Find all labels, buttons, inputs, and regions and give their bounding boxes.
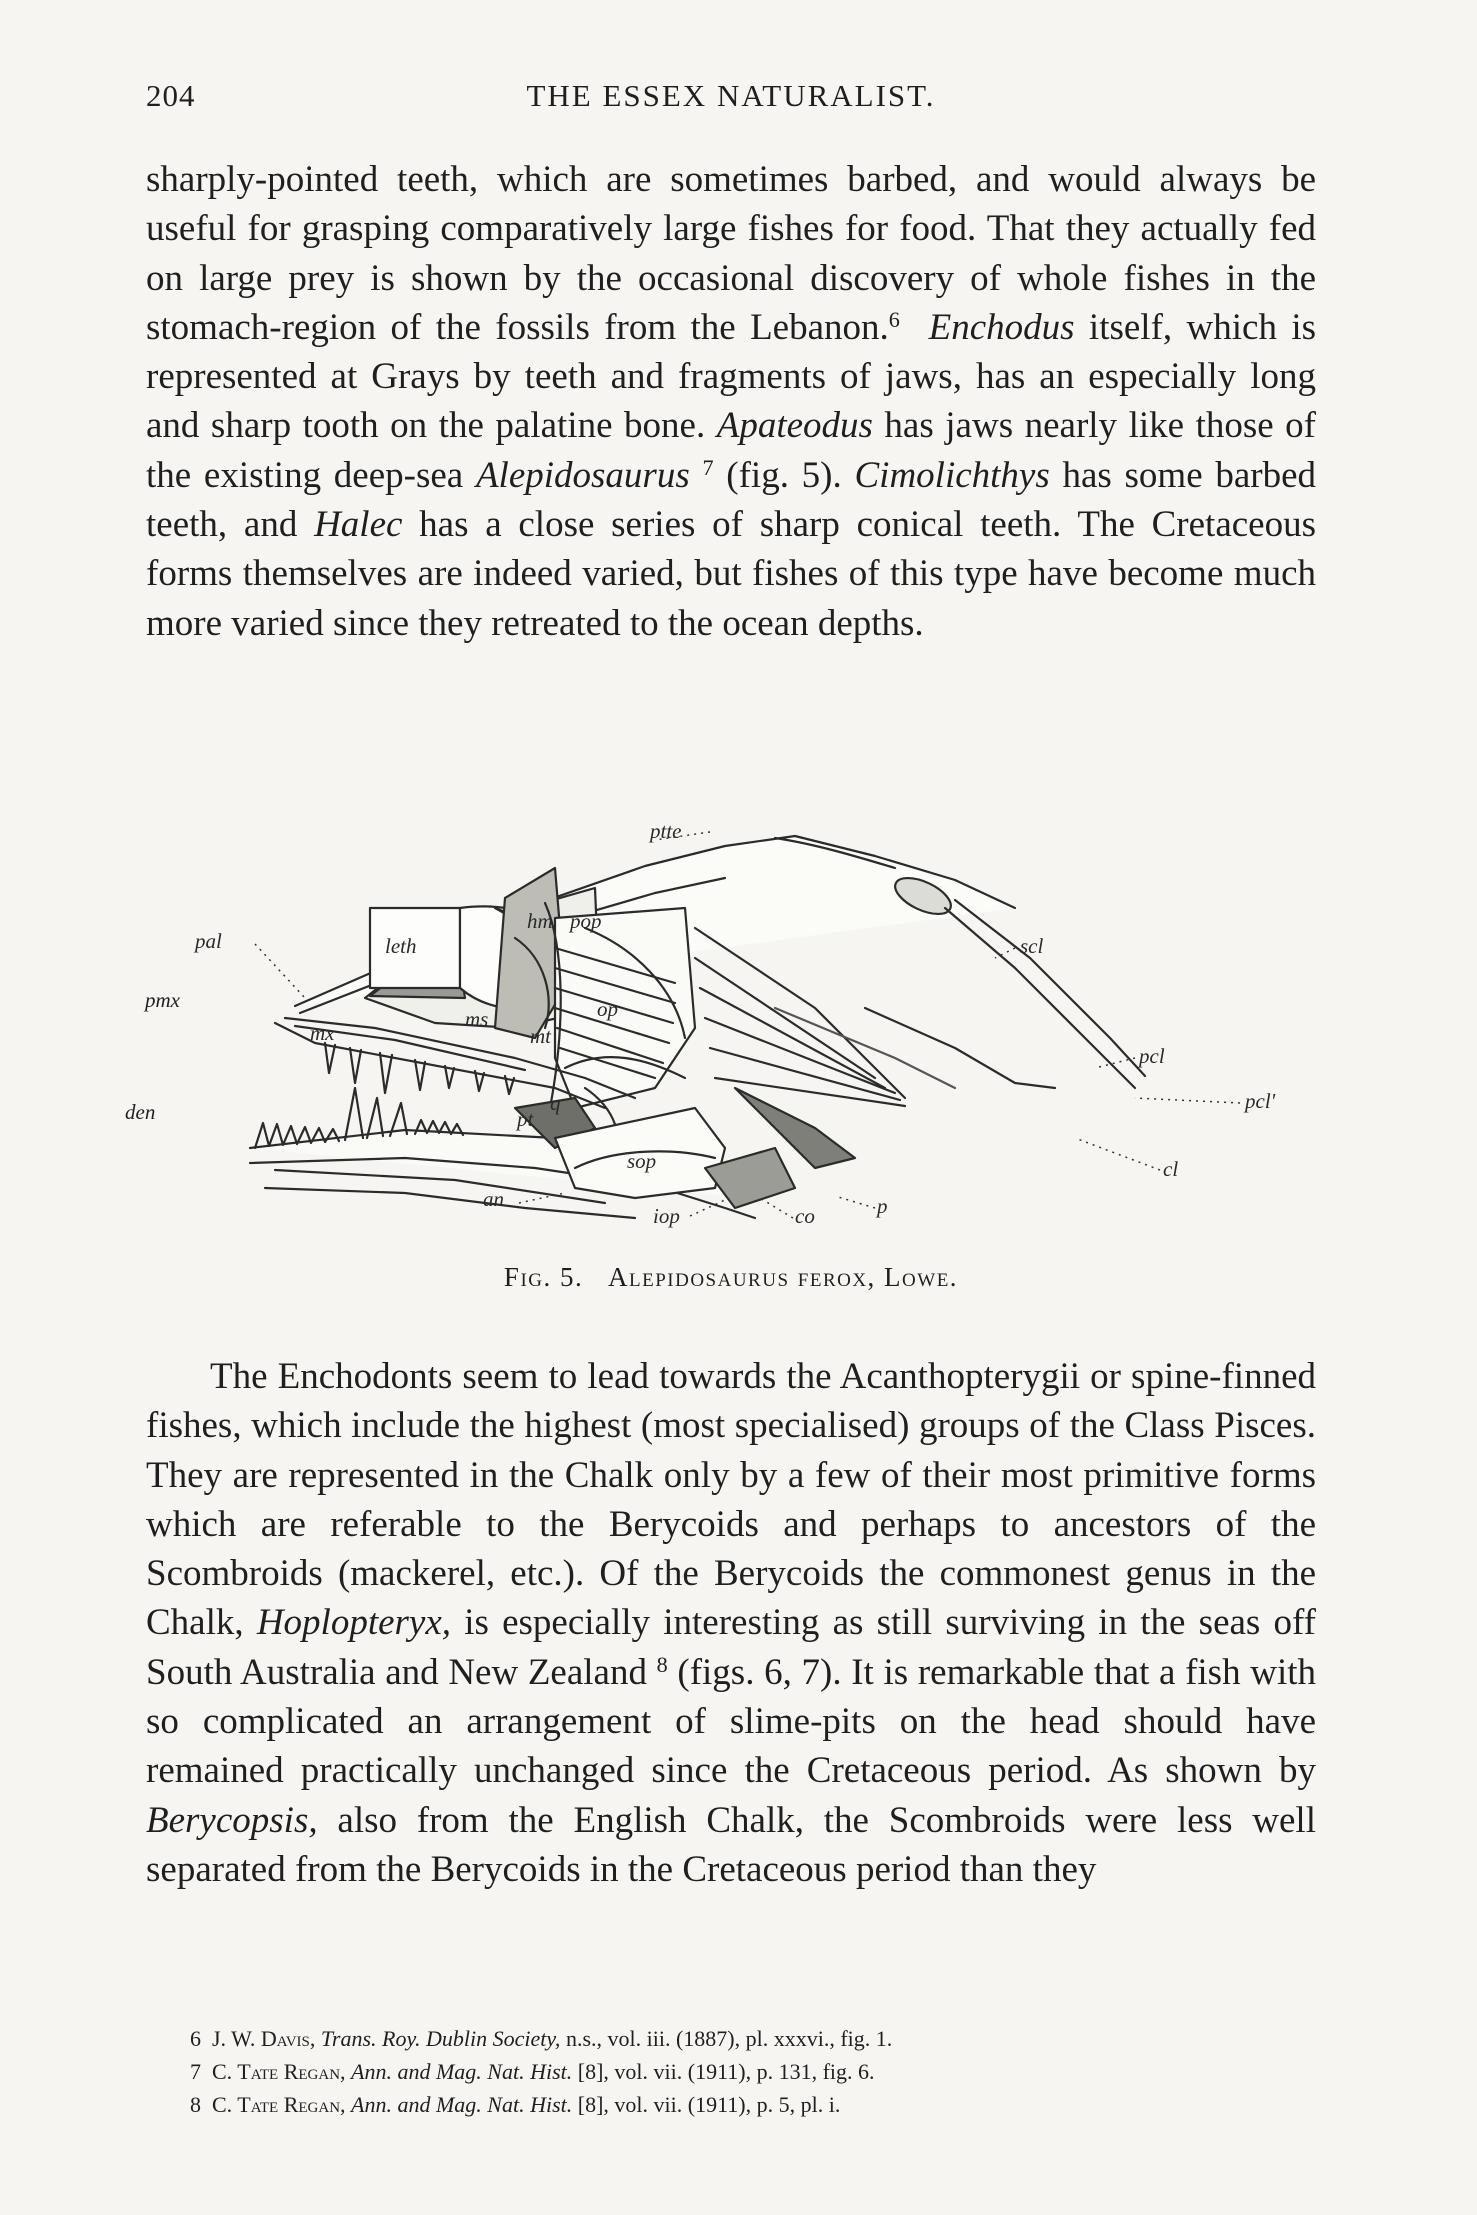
text-run: also from the English Chalk, the Scombroids were less well separated from the Berycoids in the Cretaceous period than they <box>146 1799 1316 1890</box>
footnote-journal: Trans. Roy. Dublin Society, <box>320 2026 561 2051</box>
text-run: The Enchodonts seem to lead towards the Acanthopterygii or spine-finned fishes, which include the highest (most specialised) groups of the Class Pisces. They are represented in the Chalk only by a few of their most primitive forms which are referable to the Berycoids and perhaps to ancestors of the Scombroids (mackerel, etc.). Of the Berycoids the commonest genus in the Chalk, <box>146 1356 1316 1644</box>
paragraph-2 <box>146 1352 1316 1894</box>
footnote-number: 7 <box>190 2059 201 2084</box>
caption-prefix: Fig. 5. <box>503 1262 584 1292</box>
label-pcl: pcl <box>1139 1044 1165 1068</box>
footnote-ref: 6 <box>888 306 900 332</box>
footnote-6 <box>190 2022 1290 2055</box>
fish-skull-illustration <box>195 808 1276 1238</box>
label-hm: hm <box>527 909 553 933</box>
fish-skull-figure <box>125 808 1276 1238</box>
footnote-7 <box>190 2055 1290 2088</box>
footnote-ref: 7 <box>702 454 714 480</box>
footnote-author: C. Tate Regan, <box>212 2059 346 2084</box>
genus-name: Hoplopteryx, <box>256 1602 452 1644</box>
paragraph-1 <box>146 155 1316 648</box>
genus-name: Halec <box>314 504 403 546</box>
label-pt: pt <box>517 1107 534 1131</box>
figure-caption <box>146 1262 1316 1293</box>
page-number: 204 <box>146 78 196 113</box>
genus-name: Alepidosaurus <box>475 454 690 496</box>
label-mt: mt <box>530 1024 551 1048</box>
footnote-rest: n.s., vol. iii. (1887), pl. xxxvi., fig. 1. <box>565 2026 893 2051</box>
footnote-journal: Ann. and Mag. Nat. Hist. <box>351 2059 573 2084</box>
genus-name: Apateodus <box>716 405 873 447</box>
footnote-number: 6 <box>190 2026 201 2051</box>
label-q: q <box>550 1091 561 1115</box>
label-cl: cl <box>1163 1157 1179 1181</box>
text-run: (figs. 6, 7). It is remarkable that a fish with so complicated an arrangement of slime-pits on the head should have remained practically unchanged since the Cretaceous period. As shown by <box>146 1651 1317 1792</box>
footnote-number: 8 <box>190 2092 201 2117</box>
label-pcl-prime: pcl' <box>1245 1089 1276 1113</box>
label-ptte: ptte <box>650 819 682 843</box>
label-scl: scl <box>1020 934 1044 958</box>
text-run: has a close series of sharp conical teeth. The Cretaceous forms themselves are indeed varied, but fishes of this type have become much more varied since they retreated to the ocean depths. <box>146 504 1316 644</box>
label-op: op <box>597 997 618 1021</box>
label-p: p <box>877 1194 888 1218</box>
text-run: is especially interesting as still surviving in the seas off South Australia and New Zealand <box>146 1602 1316 1693</box>
caption-name: Alepidosaurus ferox, Lowe. <box>608 1262 959 1292</box>
text-run: (fig. 5). <box>713 454 855 496</box>
footnote-ref: 8 <box>656 1651 668 1677</box>
footnote-rest: [8], vol. vii. (1911), p. 131, fig. 6. <box>577 2059 875 2084</box>
label-mx: mx <box>310 1021 335 1045</box>
footnote-rest: [8], vol. vii. (1911), p. 5, pl. i. <box>577 2092 841 2117</box>
label-pmx: pmx <box>145 988 180 1012</box>
label-pal: pal <box>195 929 222 953</box>
label-an: an <box>483 1187 504 1211</box>
genus-name: Enchodus <box>928 306 1075 348</box>
footnote-author: J. W. Davis, <box>212 2026 316 2051</box>
genus-name: Berycopsis, <box>146 1799 318 1841</box>
text-run: has jaws nearly like those of the existing deep-sea <box>146 405 1317 496</box>
footnote-journal: Ann. and Mag. Nat. Hist. <box>351 2092 573 2117</box>
label-den: den <box>125 1100 156 1124</box>
label-ms: ms <box>465 1007 489 1031</box>
label-iop: iop <box>653 1204 680 1228</box>
footnote-8 <box>190 2088 1290 2121</box>
genus-name: Cimolichthys <box>854 454 1050 496</box>
text-run: sharply-pointed teeth, which are sometimes barbed, and would always be useful for grasping comparatively large fishes for food. That they actually fed on large prey is shown by the occasional discovery of whole fishes in the stomach-region of the fossils from the Lebanon. <box>146 159 1316 348</box>
label-co: co <box>795 1204 815 1228</box>
footnote-author: C. Tate Regan, <box>212 2092 346 2117</box>
label-sop: sop <box>627 1149 657 1173</box>
running-title: THE ESSEX NATURALIST. <box>526 78 936 113</box>
label-leth: leth <box>385 934 417 958</box>
text-run: itself, which is represented at Grays by teeth and fragments of jaws, has an especially long and sharp tooth on the palatine bone. <box>146 306 1316 447</box>
footnotes <box>190 2022 1290 2121</box>
text-run: has some barbed teeth, and <box>146 454 1317 546</box>
label-pop: pop <box>570 909 602 933</box>
